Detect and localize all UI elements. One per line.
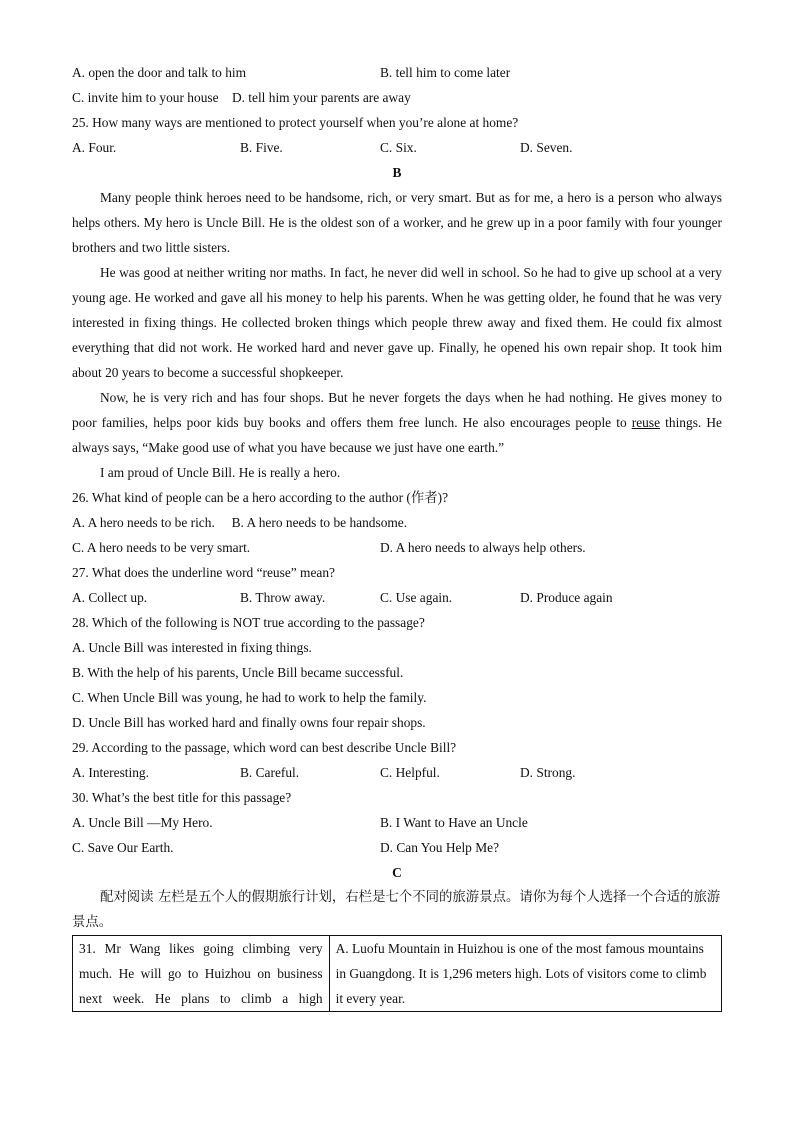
q27-option-a: A. Collect up. [72, 590, 148, 605]
q25-option-c: C. Six. [380, 140, 417, 155]
underlined-word-reuse: reuse [631, 415, 661, 430]
q27-stem: 27. What does the underline word “reuse” mean? [72, 565, 336, 580]
q25-options [72, 135, 722, 160]
q24-options-row-2 [72, 85, 722, 110]
q27-option-c: C. Use again. [380, 590, 453, 605]
q25-option-a: A. Four. [72, 140, 117, 155]
q24-option-b: B. tell him to come later [380, 65, 511, 80]
q24-options-row-1 [72, 60, 722, 85]
q30-option-d: D. Can You Help Me? [380, 840, 500, 855]
q28-option-c: C. When Uncle Bill was young, he had to work to help the family. [72, 690, 427, 705]
q26-option-a: A. A hero needs to be rich. [72, 515, 215, 530]
q28-stem: 28. Which of the following is NOT true according to the passage? [72, 615, 425, 630]
q28-option-a: A. Uncle Bill was interested in fixing things. [72, 640, 312, 655]
q26-options-row-2 [72, 535, 722, 560]
q27-option-b: B. Throw away. [240, 590, 326, 605]
q25-stem: 25. How many ways are mentioned to protect yourself when you’re alone at home? [72, 115, 519, 130]
q25-option-b: B. Five. [240, 140, 283, 155]
q27-option-d: D. Produce again [520, 590, 613, 605]
q30-stem: 30. What’s the best title for this passage? [72, 790, 292, 805]
q29-stem: 29. According to the passage, which word can best describe Uncle Bill? [72, 740, 457, 755]
q29-option-a: A. Interesting. [72, 765, 149, 780]
passage-b-paragraph-4: I am proud of Uncle Bill. He is really a hero. [100, 465, 341, 480]
section-c-heading: C [392, 865, 402, 880]
q29-option-c: C. Helpful. [380, 765, 440, 780]
q26-option-b: B. A hero needs to be handsome. [231, 515, 408, 530]
paragraph-3-end: things. He always says, “Make good use of what you have because we just have one earth.” [72, 415, 722, 455]
q26-options-row-1 [72, 510, 722, 535]
exam-page [72, 60, 722, 1012]
section-b-heading: B [392, 165, 402, 180]
q29-options [72, 760, 722, 785]
q27-options [72, 585, 722, 610]
q31-cell: 31. Mr Wang likes going climbing very much. He will go to Huizhou on business next week. He plans to climb a high [73, 936, 330, 1012]
matching-table [72, 935, 722, 1012]
q30-options-row-2 [72, 835, 722, 860]
q26-option-d: D. A hero needs to always help others. [380, 540, 586, 555]
q29-option-d: D. Strong. [520, 765, 576, 780]
q24-option-c: C. invite him to your house [72, 90, 219, 105]
q30-option-a: A. Uncle Bill —My Hero. [72, 815, 213, 830]
q25-option-d: D. Seven. [520, 140, 573, 155]
section-c-instructions: 配对阅读 左栏是五个人的假期旅行计划，右栏是七个不同的旅游景点。请你为每个人选择一个合适的旅游景点。 [72, 890, 721, 930]
passage-b-paragraph-1: Many people think heroes need to be handsome, rich, or very smart. But as for me, a hero is a person who always helps others. My hero is Uncle Bill. He is the oldest son of a worker, and he grew up in a poor family with four younger brothers and two little sisters. [72, 190, 722, 255]
passage-b-paragraph-2: He was good at neither writing nor maths. In fact, he never did well in school. So he had to give up school at a very young age. He worked and gave all his money to help his parents. When he was getting older, he found that he was very interested in fixing things. He collected broken things which people threw away and fixed them. He could fix almost everything that did not work. He worked hard and never gave up. Finally, he opened his own repair shop. It took him about 20 years to become a successful shopkeeper. [72, 265, 722, 380]
q26-option-c: C. A hero needs to be very smart. [72, 540, 251, 555]
q26-stem: 26. What kind of people can be a hero according to the author (作者)? [72, 490, 449, 505]
q24-option-a: A. open the door and talk to him [72, 65, 247, 80]
q28-option-d: D. Uncle Bill has worked hard and finally owns four repair shops. [72, 715, 426, 730]
q30-option-b: B. I Want to Have an Uncle [380, 815, 528, 830]
matching-table-row [73, 936, 722, 1012]
q30-option-c: C. Save Our Earth. [72, 840, 174, 855]
q24-option-d: D. tell him your parents are away [231, 90, 411, 105]
q30-options-row-1 [72, 810, 722, 835]
paragraph-3-start: Now, he is very rich and has four shops. But he never forgets the days when he had nothing. He gives money to poor families, helps poor kids buy books and offers them free lunch. He also encourages people to [72, 390, 722, 430]
q29-option-b: B. Careful. [240, 765, 300, 780]
q28-option-b: B. With the help of his parents, Uncle Bill became successful. [72, 665, 404, 680]
passage-b-paragraph-3 [72, 385, 722, 460]
option-a-cell: A. Luofu Mountain in Huizhou is one of the most famous mountains in Guangdong. It is 1,296 meters high. Lots of visitors come to climb it every year. [329, 936, 721, 1012]
